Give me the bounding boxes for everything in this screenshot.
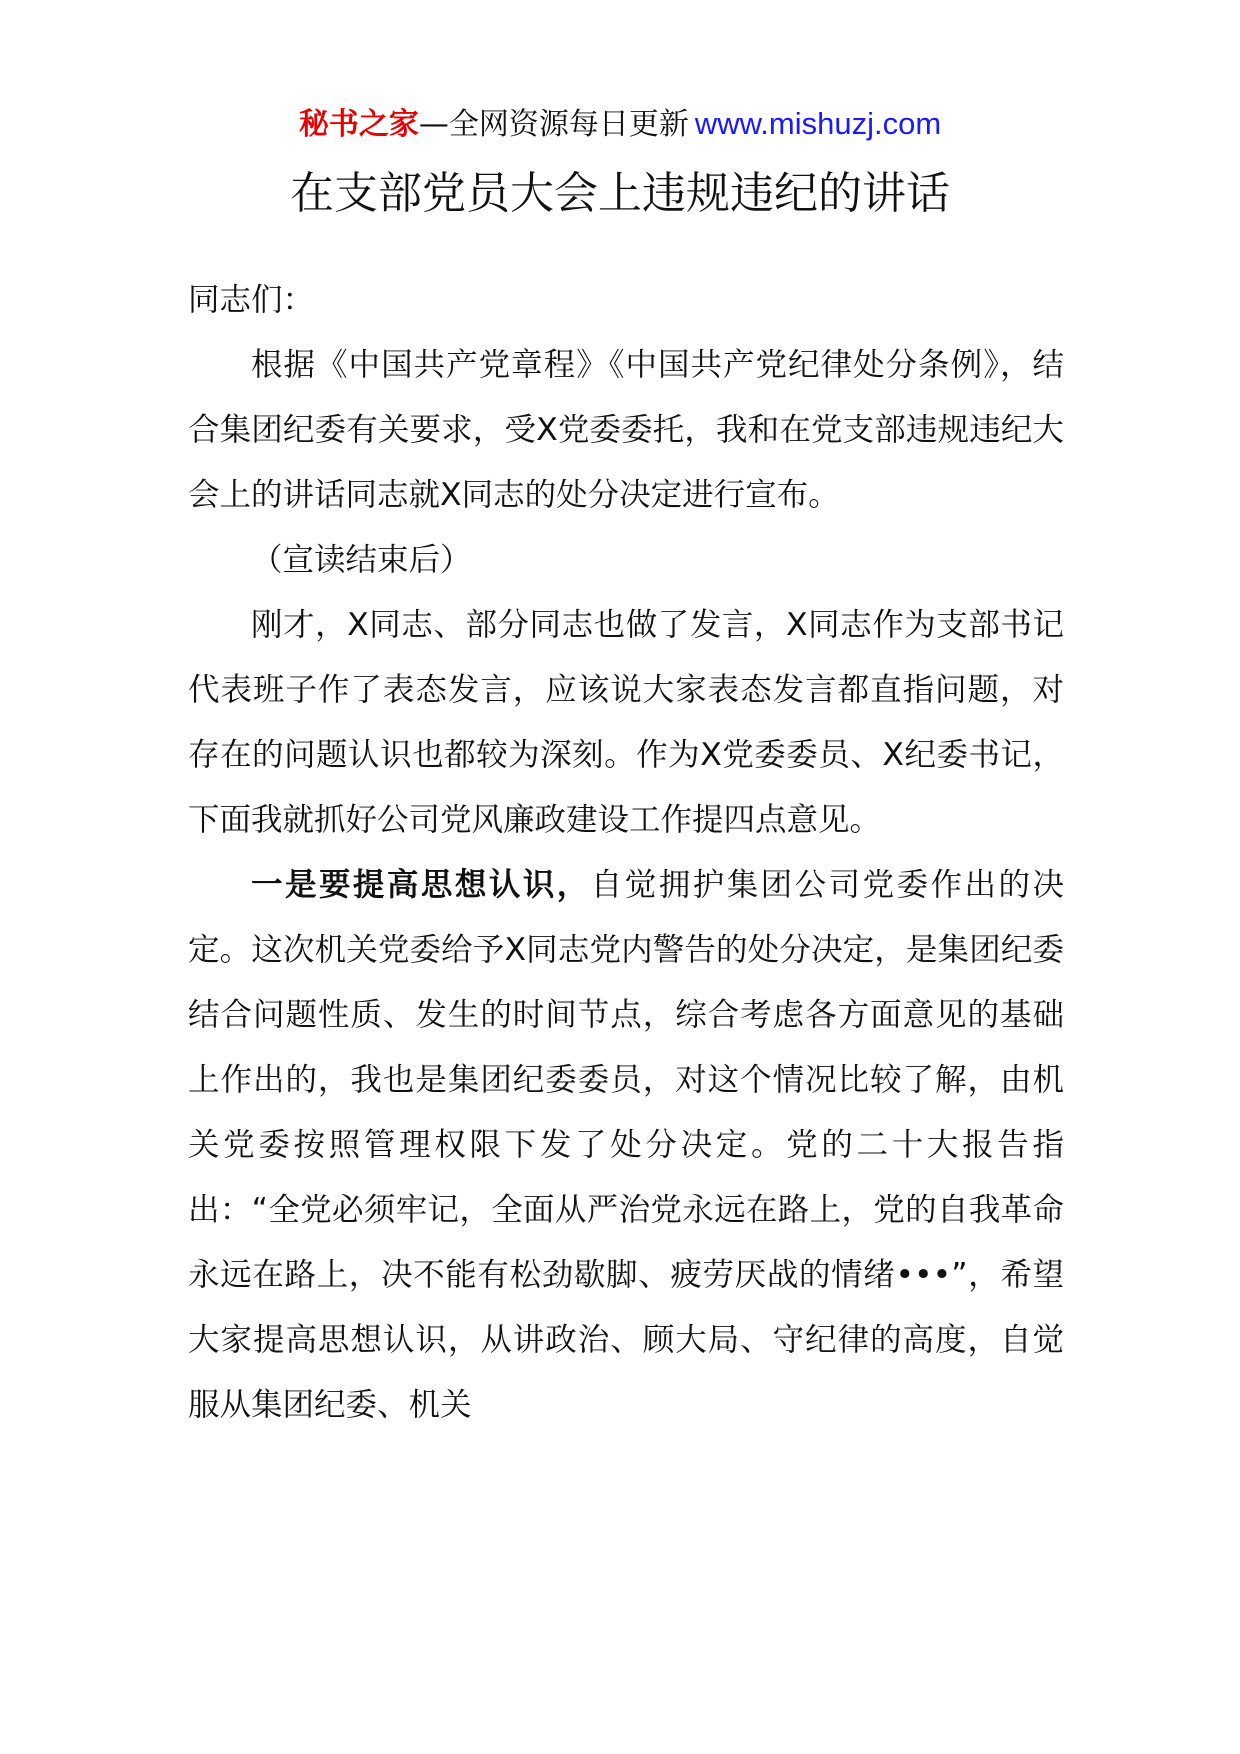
paragraph-2: （宣读结束后） [251, 542, 472, 578]
paragraph-1: 根据《中国共产党章程》《中国共产党纪律处分条例》，结合集团纪委有关要求，受X党委委托，我和在党支部违规违纪大会上的讲话同志就X同志的处分决定进行宣布。 [188, 347, 1064, 513]
site-url-link[interactable]: www.mishuzj.com [694, 106, 942, 141]
site-header [0, 104, 1240, 145]
paragraph-3: 刚才，X同志、部分同志也做了发言，X同志作为支部书记代表班子作了表态发言，应该说大家表态发言都直指问题，对存在的问题认识也都较为深刻。作为X党委委员、X纪委书记，下面我就抓好公司党风廉政建设工作提四点意见。 [188, 607, 1064, 838]
paragraph-4 [188, 853, 1064, 1438]
document-body [188, 268, 1064, 1438]
paragraph-4-text: 自觉拥护集团公司党委作出的决定。这次机关党委给予X同志党内警告的处分决定，是集团纪委结合问题性质、发生的时间节点，综合考虑各方面意见的基础上作出的，我也是集团纪委委员，对这个情况比较了解，由机关党委按照管理权限下发了处分决定。党的二十大报告指出：“全党必须牢记，全面从严治党永远在路上，党的自我革命永远在路上，决不能有松劲歇脚、疲劳厌战的情绪•••”，希望大家提高思想认识，从讲政治、顾大局、守纪律的高度，自觉服从集团纪委、机关 [188, 867, 1064, 1423]
document-title: 在支部党员大会上违规违纪的讲话 [290, 168, 950, 219]
brand-name: 秘书之家 [298, 107, 419, 142]
header-slogan: —全网资源每日更新 [418, 107, 689, 142]
salutation: 同志们： [188, 282, 315, 318]
paragraph-4-lead: 一是要提高思想认识， [251, 867, 591, 903]
